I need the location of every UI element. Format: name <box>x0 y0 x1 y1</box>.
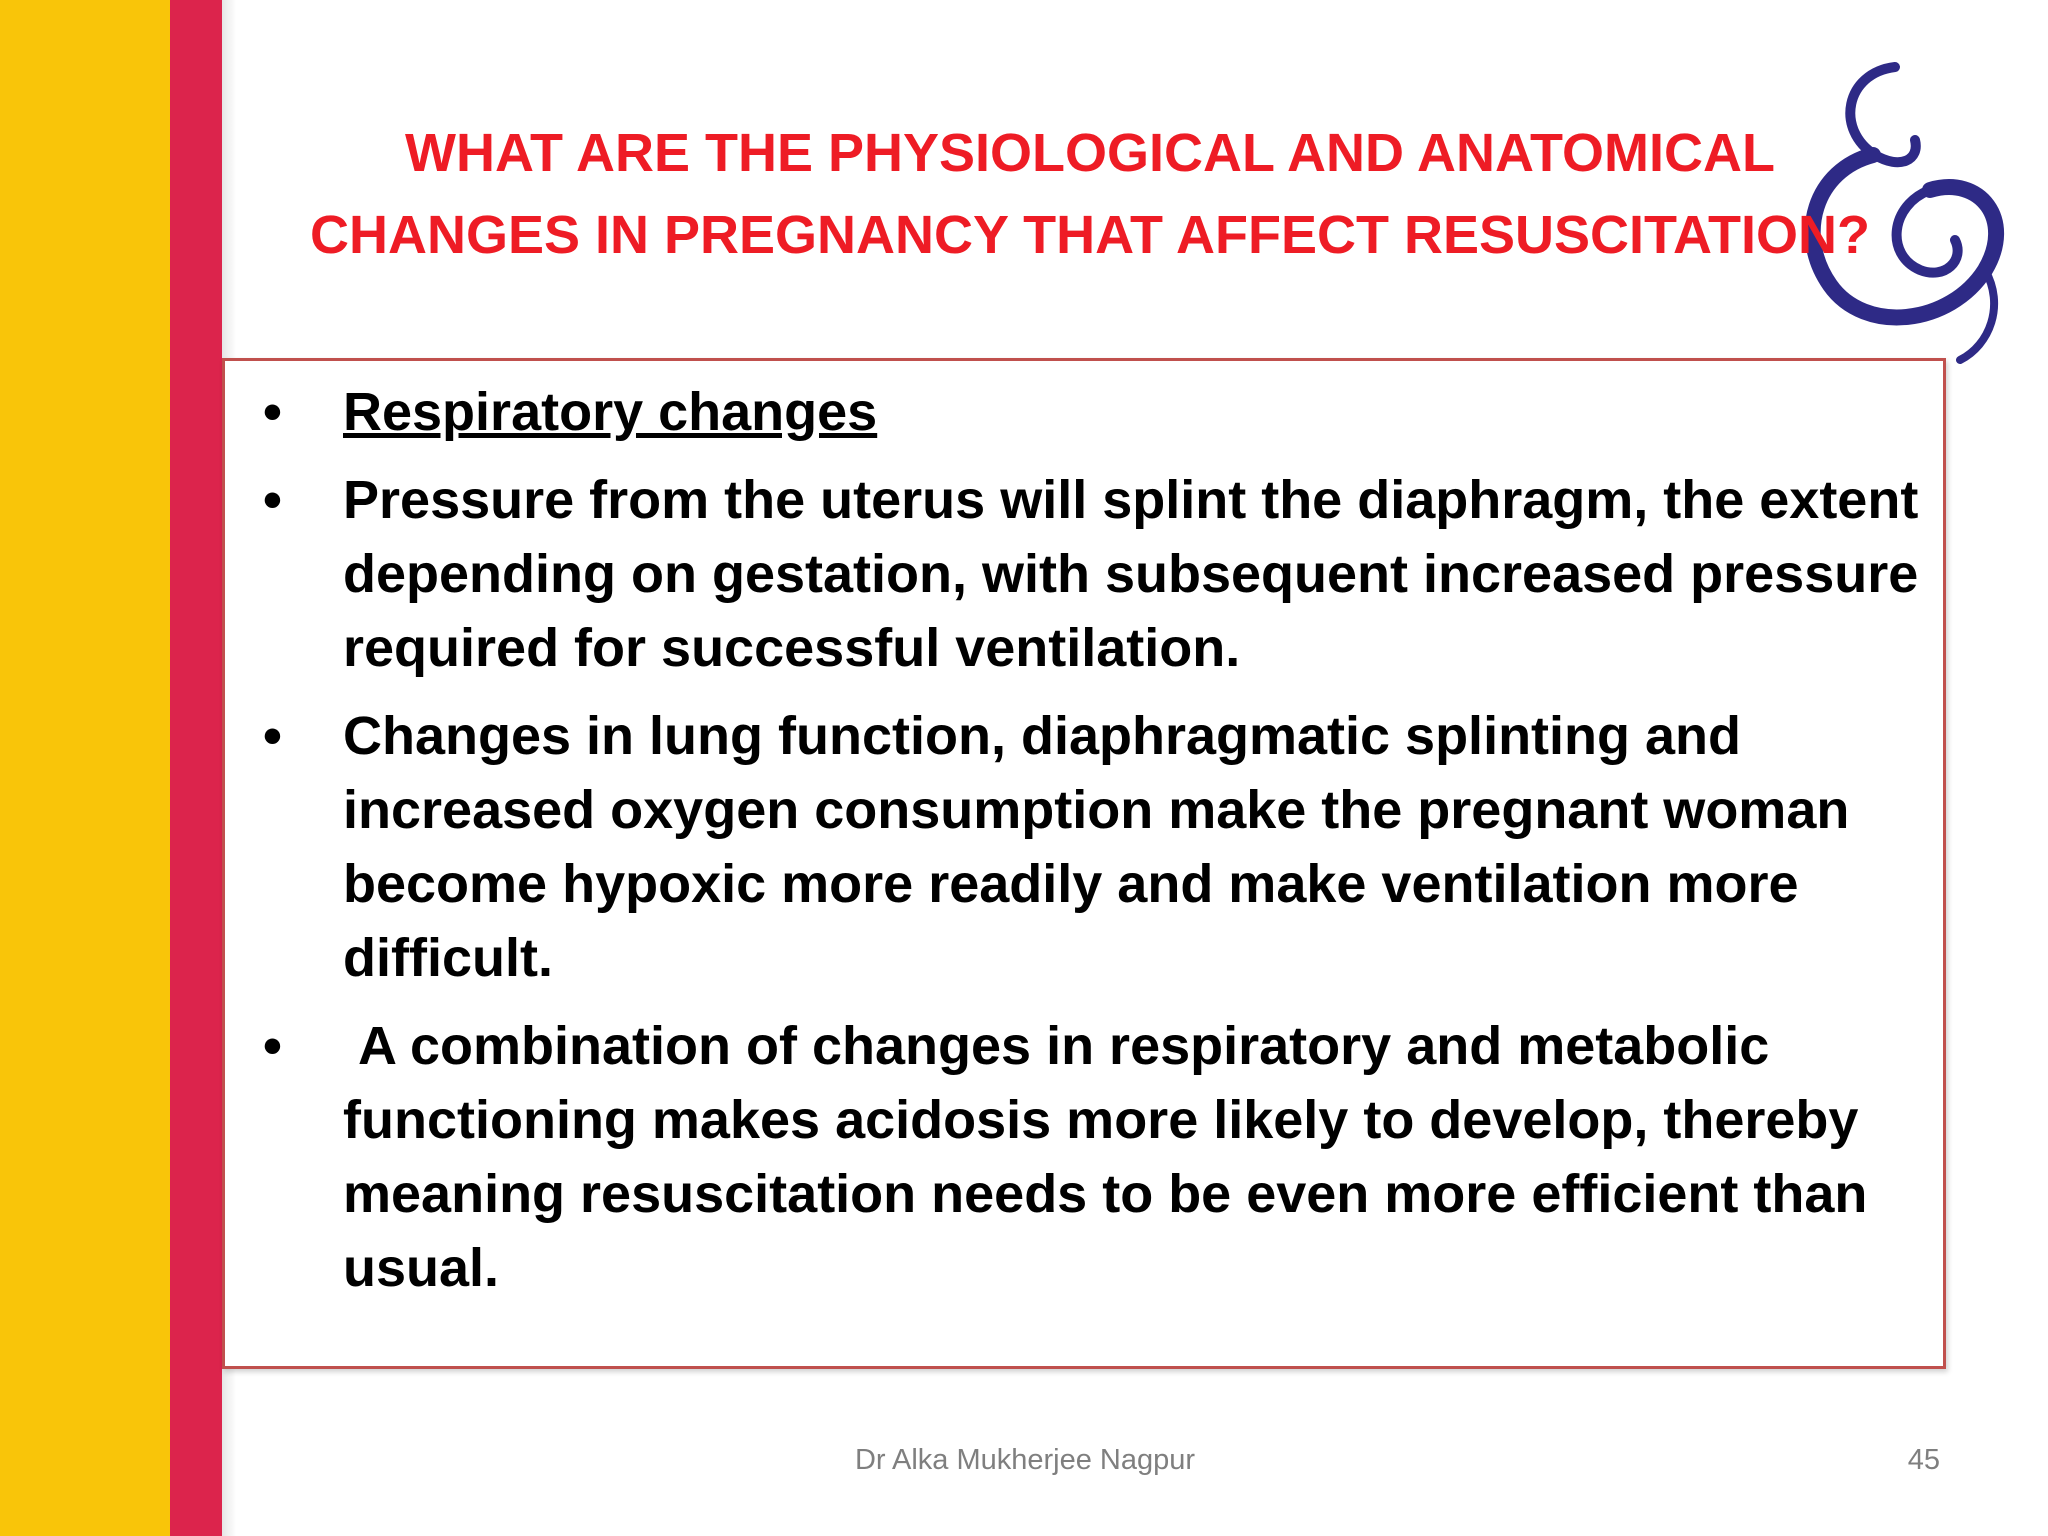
bullet-list <box>243 375 1923 1319</box>
bullet-dot-icon: • <box>263 382 282 442</box>
left-red-stripe <box>170 0 222 1536</box>
bullet-dot-icon: • <box>263 706 282 766</box>
bullet-item-uterus-pressure <box>243 463 1923 685</box>
bullet-dot-icon: • <box>263 1016 282 1076</box>
bullet-text: A combination of changes in respiratory and metabolic functioning makes acidosis more likely to develop, thereby meaning resuscitation needs to be even more efficient than usual. <box>343 1016 1883 1298</box>
bullet-item-lung-function <box>243 699 1923 995</box>
page-number: 45 <box>1907 1444 1940 1476</box>
left-yellow-stripe <box>0 0 170 1536</box>
bullet-item-acidosis <box>243 1009 1923 1305</box>
content-box <box>222 358 1946 1369</box>
bullet-dot-icon: • <box>263 470 282 530</box>
slide-title-line-2: CHANGES IN PREGNANCY THAT AFFECT RESUSCITATION? <box>309 205 1870 265</box>
bullet-item-respiratory-changes <box>243 375 1923 449</box>
bullet-text: Respiratory changes <box>343 382 878 442</box>
bullet-text: Changes in lung function, diaphragmatic splinting and increased oxygen consumption make the pregnant woman become hypoxic more readily and make ventilation more difficult. <box>343 706 1850 988</box>
bullet-text: Pressure from the uterus will splint the diaphragm, the extent depending on gestation, with subsequent increased pressure required for successful ventilation. <box>343 470 1919 678</box>
footer-author: Dr Alka Mukherjee Nagpur <box>854 1444 1196 1476</box>
slide-title <box>250 112 1930 276</box>
slide-title-line-1: WHAT ARE THE PHYSIOLOGICAL AND ANATOMICAL <box>405 123 1775 183</box>
